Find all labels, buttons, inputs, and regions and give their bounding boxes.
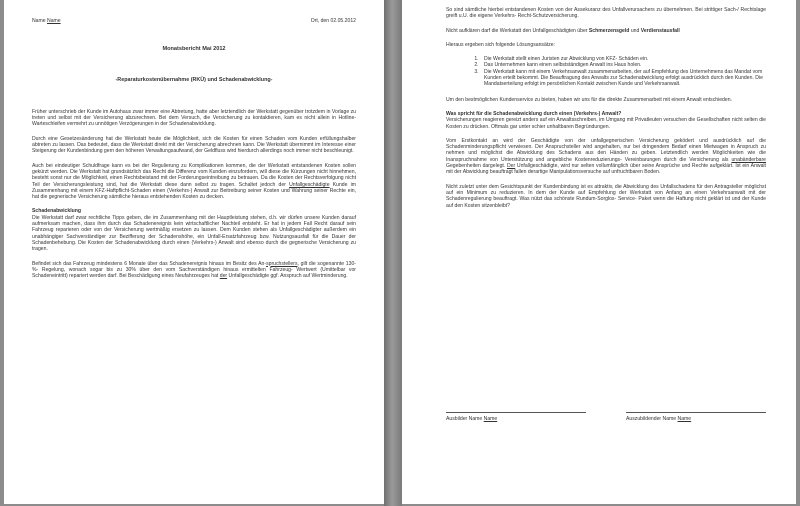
paragraph: Um den bestmöglichen Kundenservice zu bieten, haben wir uns für die direkte Zusammenarbeit mit einem Anwalt entschieden. [446,96,732,103]
solution-list [446,56,766,87]
paragraph: Hieraus ergeben sich folgende Lösungsansätze: [446,41,556,48]
paragraph: So sind sämtliche hierbei entstandenen Kosten von der Assekuranz des Unfallverursachers zu übernehmen. Bei strittiger Sach-/ Rechtslage greift u.U. die eigene Verkehrs- Recht-Schutzversicherung. [446,7,766,20]
right-page [402,0,796,504]
paragraph: Früher unterschrieb der Kunde im Autohaus zwar immer eine Abtretung, hatte aber letztendlich der Werkstatt gegenüber trotzdem in Vorlage zu treten und selbst mit der Versicherung abzurechnen. Bei dem Versuch, die Versicherung zu kontaktieren, kam es nicht allein in Hotline- Warteschleifen vermehrt zu unnötigen Verzögerungen in der Schadenabwicklung. [32,108,356,128]
signature-line [446,412,586,413]
signature-trainee: Auszubildender Name Name [626,412,766,422]
page-title: Monatsbericht Mai 2012 [162,46,226,53]
section-heading: Schadenabwicklung [32,208,81,215]
paragraph: Versicherungen reagieren gereizt anders auf ein Anwaltsschreiben, im Umgang mit Privatleuten versuchen die Gesellschaften nicht selten die Kosten zu drücken. Oftmals gar unter schier unhaltbaren Begründungen. [446,117,766,130]
paragraph: Durch eine Gesetzesänderung hat die Werkstatt heute die Möglichkeit, sich die Kosten für einen Schaden vom Kunden erfüllungshalber abtreten zu lassen. Das bedeutet, dass die Werkstatt direkt mit der Versicherung abrechnen kann. Die Werkstatt übernimmt im Interesse einer Steigerung der Kundenbindung gern den höheren Verwaltungsaufwand, der Geldfluss wird hierdurch allerdings noch immer nicht beschleunigt. [32,135,356,155]
section-heading: Was spricht für die Schadenabwicklung durch einen (Verkehrs-) Anwalt? [446,110,622,117]
signature-line [626,412,766,413]
list-item: 3. Die Werkstatt kann mit einem Verkehrsanwalt zusammenarbeiten, der auf Empfehlung des Unternehmens das Mandat vom Kunden erteilt bekommt. Die Beauftragung des Anwalts zur Schadenabwicklung erfolgt ausdrücklich durch den Kunden. Die Mandatserteilung erfolgt im persönlichen Kontakt zwischen Kunde und Verkehrsanwalt. [480,69,766,88]
letter-header [32,18,356,24]
paragraph: Vom Erstkontakt an wird der Geschädigte von der unfallgegnerischen Versicherung geködert und ausdrücklich auf die Schadenminderungspflicht verwiesen. Der Anspruchsteller wird angehalten, nur bei dringendem Bedarf einen Mietwagen in Anspruch zu nehmen und möglichst die Abwicklung des Schadens aus den Händen zu geben. Letztendlich werden Möglichkeiten wie die Inanspruchnahme von Unterstützung und angebliche Kostenreduzierungs- Vereinbarungen durch die Versicherung als unabänderbare Gegebenheiten dargelegt. Der Unfallgeschädigte, wird nur selten vollumfänglich über seine Ansprüche und Rechte aufgeklärt. Ist ein Anwalt mit der Abwicklung beauftragt fallen derartige Manipulationsversuche auf unfruchtbaren Boden. [446,137,767,176]
signature-block [446,412,766,422]
header-name: Name Name [32,18,61,24]
page-gutter [384,0,402,506]
paragraph: Auch bei eindeutiger Schuldfrage kann es bei der Regulierung zu Komplikationen kommen, die der Werkstatt entstandenen Kosten sollen gekürzt werden. Die Werkstatt hat grundsätzlich das Recht die Differenz vom Kunden einzufordern, will diese die Kürzungen nicht hinnehmen, besteht sonst nur die Möglichkeit, einen Rechtsbeistand mit der Forderungseintreibung zu betrauen. Da die Kosten der Rechtsverfolgung nicht Teil der Versicherungsleistung sind, hat die Werkstatt diese dann selbst zu tragen. Schaltet jedoch der Unfallgeschädigte Kunde im Zusammenhang mit einem KFZ-Haftpflicht-Schaden einen (Verkehrs-) Anwalt zur Beitreibung seiner Kosten und Wahrung seiner Rechte ein, hat die gegnerische Versicherung sämtliche hieraus entstehenden Kosten zu decken. [32,162,356,201]
left-page [4,0,384,504]
signature-trainer: Ausbilder Name Name [446,412,586,422]
paragraph: Nicht zuletzt unter dem Gesichtspunkt der Kundenbindung ist es attraktiv, die Abwicklung des Unfallschadens für den Antragsteller möglichst auf ein Minimum zu reduzieren. In dem der Kunde auf Empfehlung der Werkstatt von Anfang an einen Verkehrsanwalt mit der Schadenregulierung beauftragt. Was nützt das schönste Rundum-Sorglos- Service- Paket wenn die Haftung nicht geklärt ist und der Kunde auf den Kosten sitzenbleibt? [446,183,766,209]
paragraph: Befindet sich das Fahrzeug mindestens 6 Monate über das Schadenereignis hinaus im Besitz des An-spruchstellers, gilt die sogenannte 130-%- Regelung, wonach sogar bis zu 30% über den vom Sachverständigen hinaus ermittelten Fahrzeug- Wertwert (Umittelbar vor Schadeneintritt) repariert werden darf. Bei Beschädigung eines Neufahrzeuges hat der Unfallgeschädigte ggf. Anspruch auf Wertminderung. [32,260,356,280]
header-date: Ort, den 02.05.2012 [310,18,356,24]
list-item: 2. Das Unternehmen kann einen selbstständigen Anwalt ins Haus holen. [480,62,766,68]
page-subtitle: -Reparaturkostenübernahme (RKÜ) und Schadenabwicklung- [115,76,273,83]
list-item: 1. Die Werkstatt stellt einen Juristen zur Abwicklung von KFZ- Schäden ein. [480,56,766,62]
paragraph: Nicht aufklären darf die Werkstatt den Unfallgeschädigten über Schmerzensgeld und Verdienstausfall [446,27,680,34]
paragraph: Die Werkstatt darf zwar rechtliche Tipps geben, die im Zusammenhang mit der Hauptleistung stehen, d.h. wir dürfen unsere Kunden darauf aufmerksam machen, dass ihm durch das Schadenereignis kein wirtschaftlicher Nachteil entsteht. Er hat in jedem Fall Recht darauf sein Fahrzeug reparieren oder von der Versicherung wertmäßig ersetzen zu lassen. Dem Kunden stehen als Unfallgeschädigter außerdem ein unabhängiger Sachverständiger zur Bezifferung der Schadenshöhe, ein Unfall-Ersatzfahrzeug bzw. Nutzungsausfall für die Dauer der Schadenbehebung. Die Kosten der Schadenabwicklung durch einen (Verkehrs-) Anwalt sind ebenso durch die gegnerische Versicherung zu tragen. [32,214,356,253]
